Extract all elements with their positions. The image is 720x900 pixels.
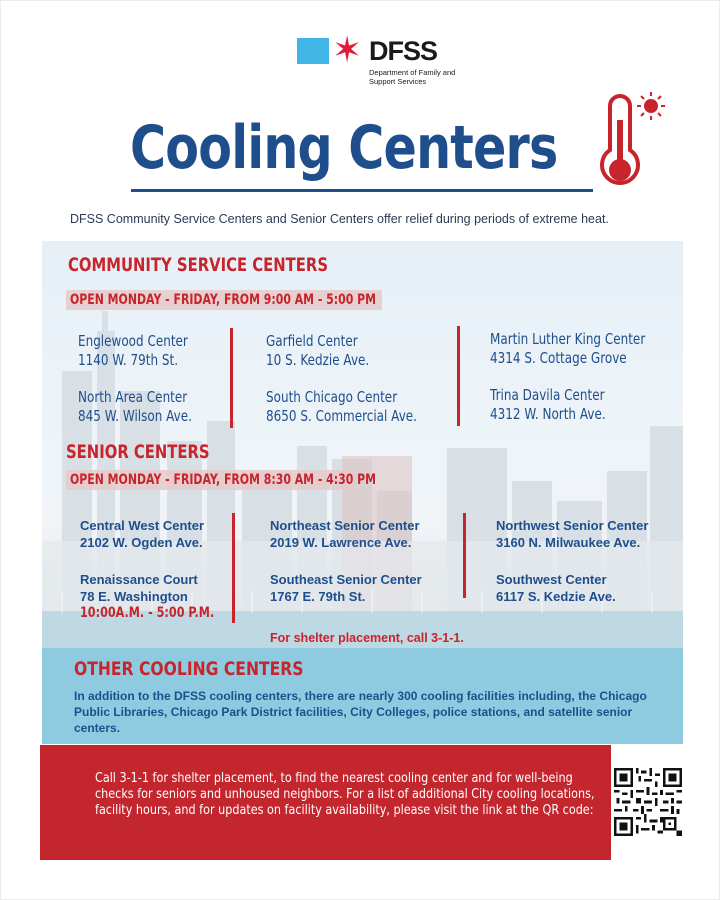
center-garfield [266,332,369,370]
center-address: 3160 N. Milwaukee Ave. [496,535,641,550]
center-address: 845 W. Wilson Ave. [78,407,192,425]
center-northwest-senior [496,517,648,551]
dfss-logo [297,30,457,88]
logo-subtitle: Department of Family and Support Services [369,68,456,86]
center-address: 78 E. Washington [80,589,188,604]
center-renaissance-court [80,571,248,622]
center-southeast-senior [270,571,422,605]
center-address: 10 S. Kedzie Ave. [266,351,370,369]
center-address: 6117 S. Kedzie Ave. [496,589,616,604]
intro-text: DFSS Community Service Centers and Senior Centers offer relief during periods of extreme heat. [70,212,609,226]
center-englewood [78,332,188,370]
center-name: Central West Center [80,518,205,533]
center-name: Garfield Center [266,332,358,350]
footer-panel [40,745,611,860]
senior-heading: SENIOR CENTERS [66,441,210,463]
center-name: Southeast Senior Center [270,572,422,587]
thermometer-icon [596,90,666,200]
chicago-star-icon: ✶ [332,30,363,71]
center-name: South Chicago Center [266,388,398,406]
center-name: Trina Davila Center [490,386,605,404]
center-name: Martin Luther King Center [490,330,646,348]
center-address: 2102 W. Ogden Ave. [80,535,203,550]
center-name: Northwest Senior Center [496,518,649,533]
center-address: 8650 S. Commercial Ave. [266,407,417,425]
other-centers-panel [42,648,683,744]
logo-blue-square [297,38,329,64]
center-name: Renaissance Court [80,572,198,587]
title-underline [131,189,593,192]
center-name: Northeast Senior Center [270,518,420,533]
logo-name: DFSS [369,36,438,66]
center-northeast-senior [270,517,420,551]
divider [457,326,460,426]
center-central-west [80,517,204,551]
footer-text: Call 3-1-1 for shelter placement, to find the nearest cooling center and for well-being checks for seniors and unhoused neighbors. For a list of additional City cooling locations, facility hours, and for updates on facility availability, please visit the link at the QR code: [95,770,595,818]
center-hours: 10:00A.M. - 5:00 P.M. [80,605,215,621]
community-hours: OPEN MONDAY - FRIDAY, FROM 9:00 AM - 5:00 PM [70,292,377,308]
divider [232,513,235,623]
divider [230,328,233,428]
community-heading: COMMUNITY SERVICE CENTERS [68,254,328,276]
center-address: 2019 W. Lawrence Ave. [270,535,412,550]
divider [463,513,466,598]
other-heading: OTHER COOLING CENTERS [74,658,304,680]
center-address: 1140 W. 79th St. [78,351,179,369]
center-southwest [496,571,616,605]
other-body: In addition to the DFSS cooling centers, there are nearly 300 cooling facilities including, the Chicago Public Libraries, Chicago Park District facilities, City Colleges, police stations, and satellite senior centers. [74,689,647,735]
center-name: Englewood Center [78,332,188,350]
footer-text-block [95,770,595,818]
page-title: Cooling Centers [130,113,558,183]
center-address: 4312 W. North Ave. [490,405,606,423]
center-address: 1767 E. 79th St. [270,589,366,604]
center-north-area [78,388,192,426]
center-name: Southwest Center [496,572,607,587]
senior-hours: OPEN MONDAY - FRIDAY, FROM 8:30 AM - 4:30 PM [70,472,377,488]
center-name: North Area Center [78,388,188,406]
qr-code-icon[interactable] [614,768,682,836]
center-mlk [490,330,645,368]
center-address: 4314 S. Cottage Grove [490,349,627,367]
center-south-chicago [266,388,417,426]
shelter-note: For shelter placement, call 3-1-1. [270,631,464,645]
center-trina-davila [490,386,606,424]
